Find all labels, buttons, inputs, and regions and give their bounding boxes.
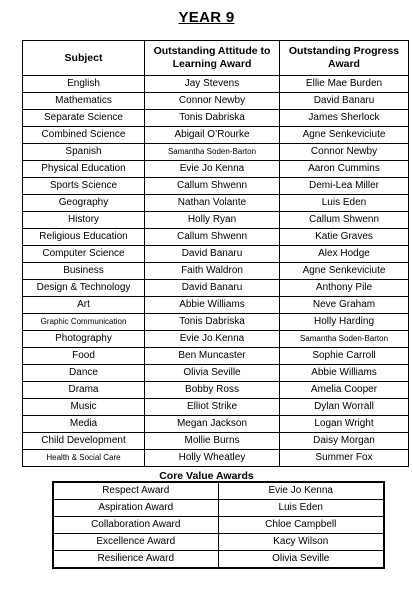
table-row (23, 195, 409, 212)
subject-cell: Food (23, 348, 145, 365)
subject-awards-table (22, 40, 409, 467)
subject-cell: Design & Technology (23, 280, 145, 297)
progress-award-cell: Logan Wright (280, 416, 409, 433)
attitude-award-cell: Bobby Ross (145, 382, 280, 399)
table-row (23, 365, 409, 382)
attitude-award-cell: Faith Waldron (145, 263, 280, 280)
header-subject: Subject (23, 41, 145, 76)
subject-cell: Mathematics (23, 93, 145, 110)
subject-cell: Sports Science (23, 178, 145, 195)
core-value-awards-title: Core Value Awards (159, 470, 254, 482)
award-name-cell: Resilience Award (53, 551, 218, 569)
table-row (23, 399, 409, 416)
subject-cell: Health & Social Care (23, 450, 145, 467)
attitude-award-cell: Holly Wheatley (145, 450, 280, 467)
progress-award-cell: Amelia Cooper (280, 382, 409, 399)
award-recipient-cell: Luis Eden (218, 500, 384, 517)
table-row (53, 517, 384, 534)
header-progress-award: Outstanding Progress Award (280, 41, 409, 76)
subject-cell: Drama (23, 382, 145, 399)
award-recipient-cell: Olivia Seville (218, 551, 384, 569)
table-row (53, 551, 384, 569)
attitude-award-cell: Callum Shwenn (145, 229, 280, 246)
subject-cell: Art (23, 297, 145, 314)
subject-cell: Graphic Communication (23, 314, 145, 331)
table-row (23, 127, 409, 144)
subject-cell: Computer Science (23, 246, 145, 263)
table-row (53, 500, 384, 517)
progress-award-cell: Callum Shwenn (280, 212, 409, 229)
progress-award-cell: Neve Graham (280, 297, 409, 314)
subject-cell: Media (23, 416, 145, 433)
table-row (23, 331, 409, 348)
award-name-cell: Respect Award (53, 482, 218, 500)
table-row (23, 280, 409, 297)
progress-award-cell: Summer Fox (280, 450, 409, 467)
attitude-award-cell: Connor Newby (145, 93, 280, 110)
page-title: YEAR 9 (178, 9, 235, 26)
attitude-award-cell: Jay Stevens (145, 76, 280, 93)
progress-award-cell: Dylan Worrall (280, 399, 409, 416)
award-recipient-cell: Kacy Wilson (218, 534, 384, 551)
subject-awards-body (23, 76, 409, 467)
table-header-row (23, 41, 409, 76)
attitude-award-cell: Evie Jo Kenna (145, 161, 280, 178)
attitude-award-cell: David Banaru (145, 246, 280, 263)
progress-award-cell: Daisy Morgan (280, 433, 409, 450)
progress-award-cell: Ellie Mae Burden (280, 76, 409, 93)
award-name-cell: Excellence Award (53, 534, 218, 551)
progress-award-cell: James Sherlock (280, 110, 409, 127)
progress-award-cell: Sophie Carroll (280, 348, 409, 365)
progress-award-cell: Samantha Soden-Barton (280, 331, 409, 348)
attitude-award-cell: David Banaru (145, 280, 280, 297)
core-value-awards-table (52, 481, 385, 569)
award-name-cell: Collaboration Award (53, 517, 218, 534)
subject-cell: Physical Education (23, 161, 145, 178)
table-row (23, 263, 409, 280)
subject-cell: Religious Education (23, 229, 145, 246)
subject-cell: Separate Science (23, 110, 145, 127)
table-row (23, 433, 409, 450)
table-row (23, 382, 409, 399)
subject-cell: Photography (23, 331, 145, 348)
award-recipient-cell: Chloe Campbell (218, 517, 384, 534)
progress-award-cell: Alex Hodge (280, 246, 409, 263)
attitude-award-cell: Nathan Volante (145, 195, 280, 212)
attitude-award-cell: Abbie Williams (145, 297, 280, 314)
progress-award-cell: Luis Eden (280, 195, 409, 212)
attitude-award-cell: Holly Ryan (145, 212, 280, 229)
table-row (23, 348, 409, 365)
subject-cell: Combined Science (23, 127, 145, 144)
progress-award-cell: Connor Newby (280, 144, 409, 161)
table-row (23, 93, 409, 110)
table-row (23, 297, 409, 314)
subject-cell: Child Development (23, 433, 145, 450)
attitude-award-cell: Mollie Burns (145, 433, 280, 450)
attitude-award-cell: Samantha Soden-Barton (145, 144, 280, 161)
table-row (23, 314, 409, 331)
attitude-award-cell: Elliot Strike (145, 399, 280, 416)
subject-cell: History (23, 212, 145, 229)
progress-award-cell: David Banaru (280, 93, 409, 110)
table-row (23, 144, 409, 161)
subject-cell: English (23, 76, 145, 93)
table-row (53, 482, 384, 500)
progress-award-cell: Agne Senkeviciute (280, 263, 409, 280)
table-row (53, 534, 384, 551)
table-row (23, 76, 409, 93)
subject-cell: Business (23, 263, 145, 280)
attitude-award-cell: Abigail O’Rourke (145, 127, 280, 144)
table-row (23, 416, 409, 433)
table-row (23, 450, 409, 467)
progress-award-cell: Holly Harding (280, 314, 409, 331)
attitude-award-cell: Tonis Dabriska (145, 110, 280, 127)
award-recipient-cell: Evie Jo Kenna (218, 482, 384, 500)
attitude-award-cell: Tonis Dabriska (145, 314, 280, 331)
subject-cell: Music (23, 399, 145, 416)
core-value-awards-body (53, 482, 384, 568)
table-row (23, 110, 409, 127)
table-row (23, 161, 409, 178)
progress-award-cell: Katie Graves (280, 229, 409, 246)
attitude-award-cell: Olivia Seville (145, 365, 280, 382)
table-row (23, 178, 409, 195)
progress-award-cell: Abbie Williams (280, 365, 409, 382)
award-name-cell: Aspiration Award (53, 500, 218, 517)
table-row (23, 246, 409, 263)
progress-award-cell: Agne Senkeviciute (280, 127, 409, 144)
table-row (23, 212, 409, 229)
subject-cell: Geography (23, 195, 145, 212)
attitude-award-cell: Ben Muncaster (145, 348, 280, 365)
attitude-award-cell: Evie Jo Kenna (145, 331, 280, 348)
table-row (23, 229, 409, 246)
progress-award-cell: Aaron Cummins (280, 161, 409, 178)
progress-award-cell: Anthony Pile (280, 280, 409, 297)
subject-cell: Spanish (23, 144, 145, 161)
attitude-award-cell: Callum Shwenn (145, 178, 280, 195)
progress-award-cell: Demi-Lea Miller (280, 178, 409, 195)
attitude-award-cell: Megan Jackson (145, 416, 280, 433)
subject-cell: Dance (23, 365, 145, 382)
header-attitude-award: Outstanding Attitude to Learning Award (145, 41, 280, 76)
